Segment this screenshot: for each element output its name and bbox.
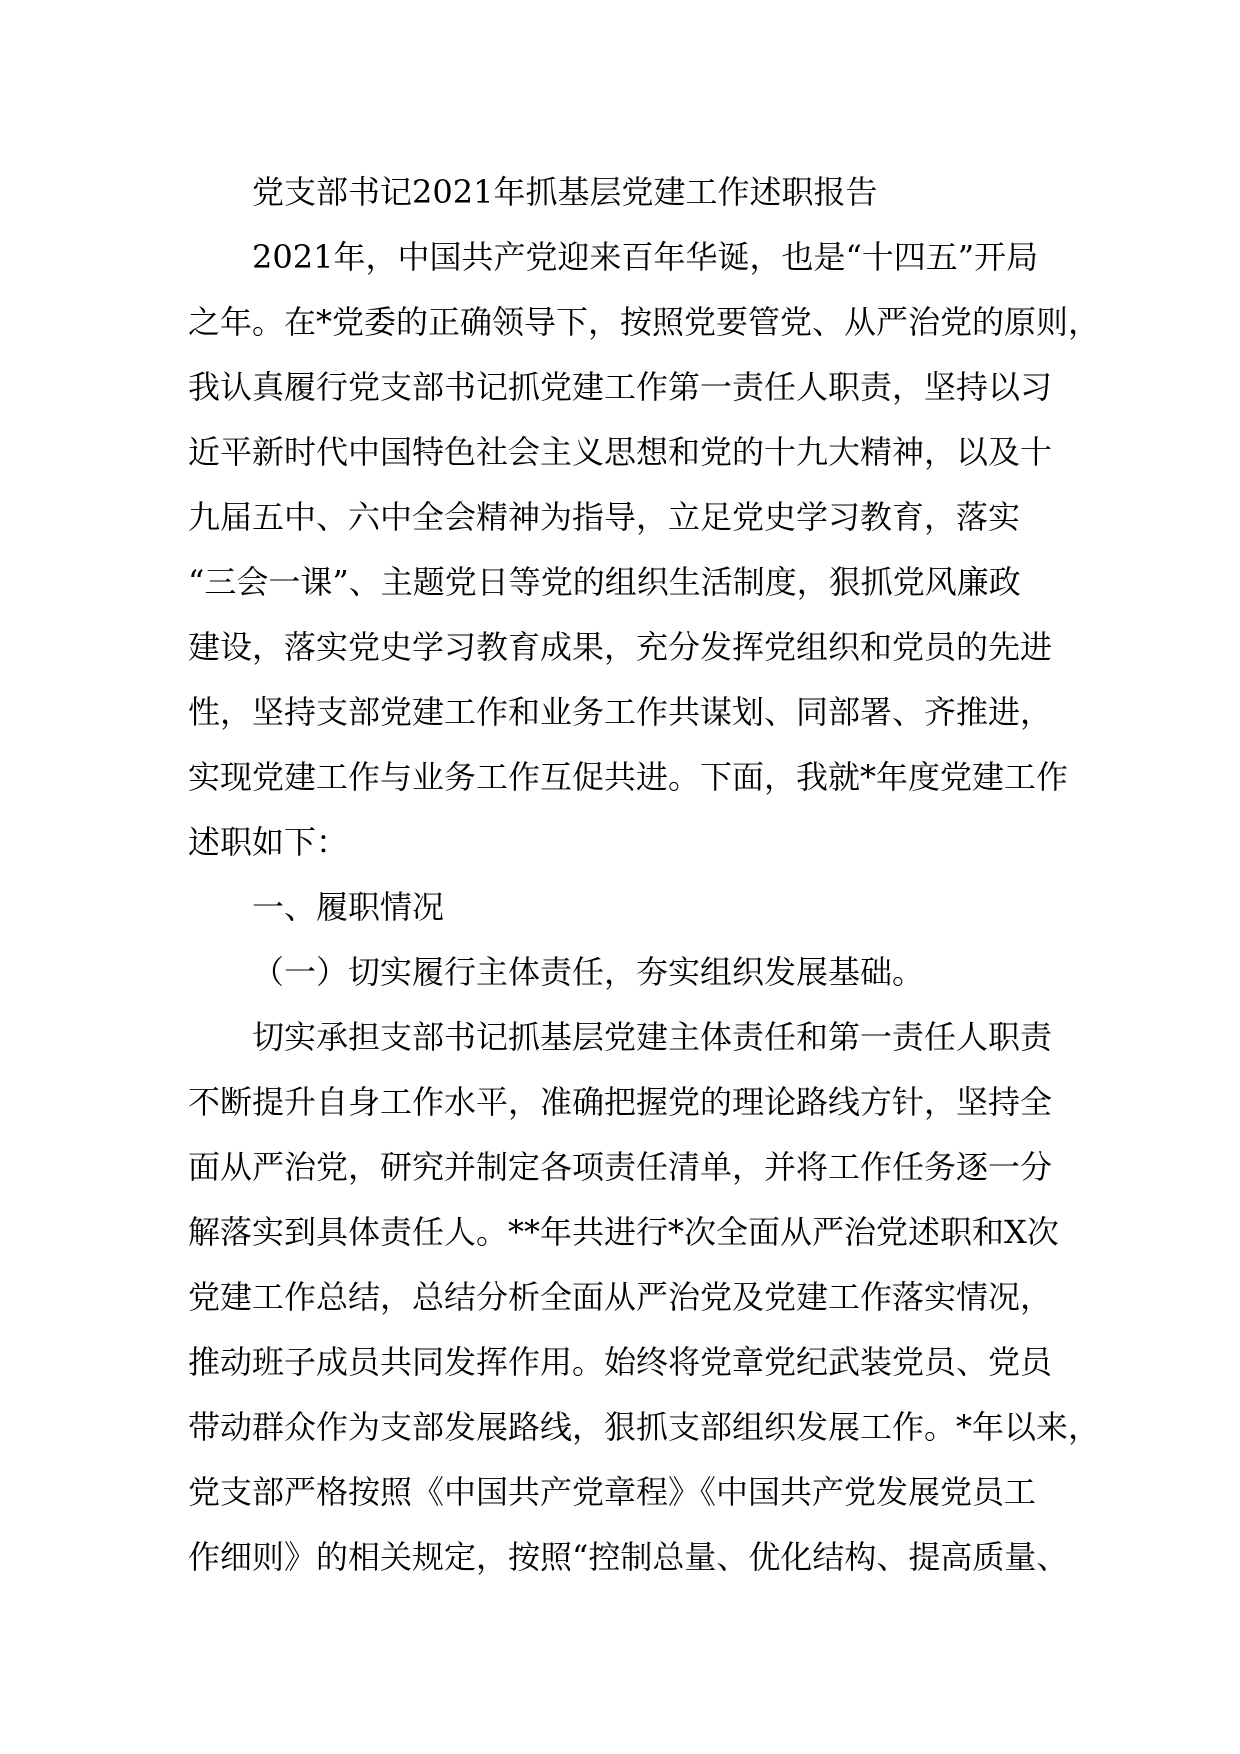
text-line: 作细则》的相关规定，按照“控制总量、优化结构、提高质量、 — [188, 1538, 1069, 1576]
text-line: 我认真履行党支部书记抓党建工作第一责任人职责，坚持以习 — [188, 368, 1053, 406]
text-line: 党建工作总结，总结分析全面从严治党及党建工作落实情况， — [188, 1278, 1053, 1316]
intro-paragraph — [188, 225, 1101, 875]
text-line: 面从严治党，研究并制定各项责任清单，并将工作任务逐一分 — [188, 1148, 1053, 1186]
text-line: “三会一课”、主题党日等党的组织生活制度，狠抓党风廉政 — [188, 563, 1021, 601]
text-line: 切实承担支部书记抓基层党建主体责任和第一责任人职责 — [252, 1018, 1053, 1056]
text-line: 推动班子成员共同发挥作用。始终将党章党纪武装党员、党员 — [188, 1343, 1053, 1381]
body-paragraph — [188, 1005, 1101, 1590]
text-line: 述职如下： — [188, 823, 349, 861]
document-title: 党支部书记2021年抓基层党建工作述职报告 — [252, 173, 878, 211]
text-line: 之年。在*党委的正确领导下，按照党要管党、从严治党的原则， — [188, 303, 1101, 341]
text-line: 建设，落实党史学习教育成果，充分发挥党组织和党员的先进 — [188, 628, 1053, 666]
text-line: 党支部严格按照《中国共产党章程》《中国共产党发展党员工 — [188, 1473, 1037, 1511]
text-line: 九届五中、六中全会精神为指导，立足党史学习教育，落实 — [188, 498, 1021, 536]
section-heading: 一、履职情况 — [252, 888, 445, 926]
text-line: 近平新时代中国特色社会主义思想和党的十九大精神，以及十 — [188, 433, 1053, 471]
text-line: 不断提升自身工作水平，准确把握党的理论路线方针，坚持全 — [188, 1083, 1053, 1121]
text-line: 2021年，中国共产党迎来百年华诞，也是“十四五”开局 — [252, 238, 1039, 276]
document-page — [188, 160, 1101, 1590]
text-line: 实现党建工作与业务工作互促共进。下面，我就*年度党建工作 — [188, 758, 1069, 796]
text-line: 带动群众作为支部发展路线，狠抓支部组织发展工作。*年以来， — [188, 1408, 1101, 1446]
subsection-heading: （一）切实履行主体责任，夯实组织发展基础。 — [252, 953, 925, 991]
text-line: 解落实到具体责任人。**年共进行*次全面从严治党述职和X次 — [188, 1213, 1059, 1251]
text-line: 性，坚持支部党建工作和业务工作共谋划、同部署、齐推进， — [188, 693, 1053, 731]
